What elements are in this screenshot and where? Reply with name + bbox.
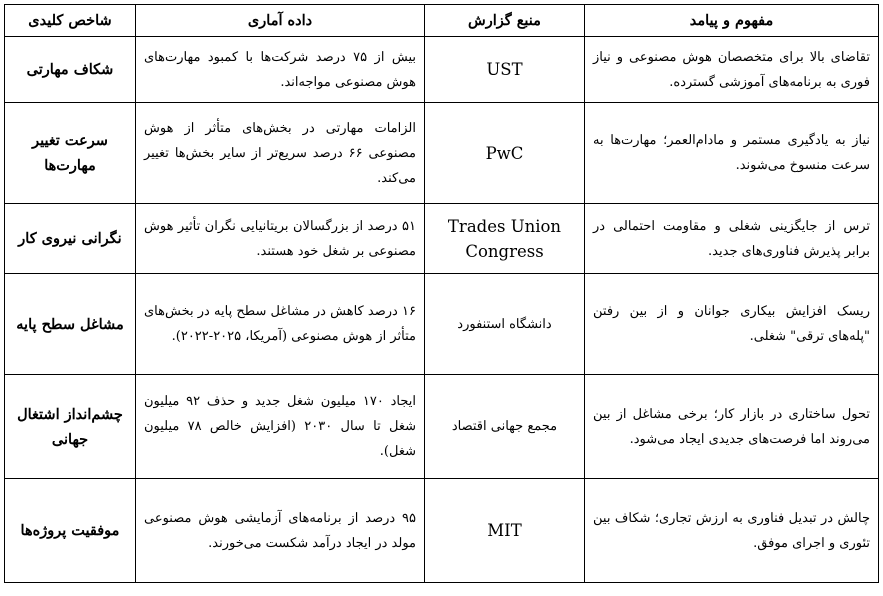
concept-cell: تقاضای بالا برای متخصصان هوش مصنوعی و نیاز فوری به برنامه‌های آموزشی گسترده. xyxy=(585,37,879,103)
table-row xyxy=(5,204,879,274)
stat-cell: ۹۵ درصد از برنامه‌های آزمایشی هوش مصنوعی مولد در ایجاد درآمد شکست می‌خورند. xyxy=(136,479,425,583)
stat-cell: ایجاد ۱۷۰ میلیون شغل جدید و حذف ۹۲ میلیون شغل تا سال ۲۰۳۰ (افزایش خالص ۷۸ میلیون شغل). xyxy=(136,375,425,479)
source-cell: MIT xyxy=(425,479,585,583)
concept-cell: چالش در تبدیل فناوری به ارزش تجاری؛ شکاف بین تئوری و اجرای موفق. xyxy=(585,479,879,583)
source-cell: PwC xyxy=(425,103,585,204)
header-stat: داده آماری xyxy=(136,5,425,37)
table-header-row xyxy=(5,5,879,37)
key-indicator-cell: شکاف مهارتی xyxy=(5,37,136,103)
concept-cell: نیاز به یادگیری مستمر و مادام‌العمر؛ مهارت‌ها به سرعت منسوخ می‌شوند. xyxy=(585,103,879,204)
source-cell: دانشگاه استنفورد xyxy=(425,274,585,375)
stat-cell: ۵۱ درصد از بزرگسالان بریتانیایی نگران تأثیر هوش مصنوعی بر شغل خود هستند. xyxy=(136,204,425,274)
concept-cell: ریسک افزایش بیکاری جوانان و از بین رفتن "پله‌های ترقی" شغلی. xyxy=(585,274,879,375)
key-indicator-cell: نگرانی نیروی کار xyxy=(5,204,136,274)
ai-labor-report-table xyxy=(4,4,879,583)
table-row xyxy=(5,479,879,583)
concept-cell: تحول ساختاری در بازار کار؛ برخی مشاغل از بین می‌روند اما فرصت‌های جدیدی ایجاد می‌شود. xyxy=(585,375,879,479)
header-key: شاخص کلیدی xyxy=(5,5,136,37)
table-row xyxy=(5,375,879,479)
concept-cell: ترس از جایگزینی شغلی و مقاومت احتمالی در برابر پذیرش فناوری‌های جدید. xyxy=(585,204,879,274)
key-indicator-cell: مشاغل سطح پایه xyxy=(5,274,136,375)
header-concept: مفهوم و پیامد xyxy=(585,5,879,37)
table-row xyxy=(5,37,879,103)
source-cell: Trades Union Congress xyxy=(425,204,585,274)
stat-cell: بیش از ۷۵ درصد شرکت‌ها با کمبود مهارت‌های هوش مصنوعی مواجه‌اند. xyxy=(136,37,425,103)
source-cell: UST xyxy=(425,37,585,103)
source-cell: مجمع جهانی اقتصاد xyxy=(425,375,585,479)
stat-cell: الزامات مهارتی در بخش‌های متأثر از هوش مصنوعی ۶۶ درصد سریع‌تر از سایر بخش‌ها تغییر می‌کند. xyxy=(136,103,425,204)
table-row xyxy=(5,274,879,375)
table-row xyxy=(5,103,879,204)
key-indicator-cell: موفقیت پروژه‌ها xyxy=(5,479,136,583)
key-indicator-cell: چشم‌انداز اشتغال جهانی xyxy=(5,375,136,479)
stat-cell: ۱۶ درصد کاهش در مشاغل سطح پایه در بخش‌های متأثر از هوش مصنوعی (آمریکا، ۲۰۲۵-۲۰۲۲). xyxy=(136,274,425,375)
key-indicator-cell: سرعت تغییر مهارت‌ها xyxy=(5,103,136,204)
header-source: منبع گزارش xyxy=(425,5,585,37)
